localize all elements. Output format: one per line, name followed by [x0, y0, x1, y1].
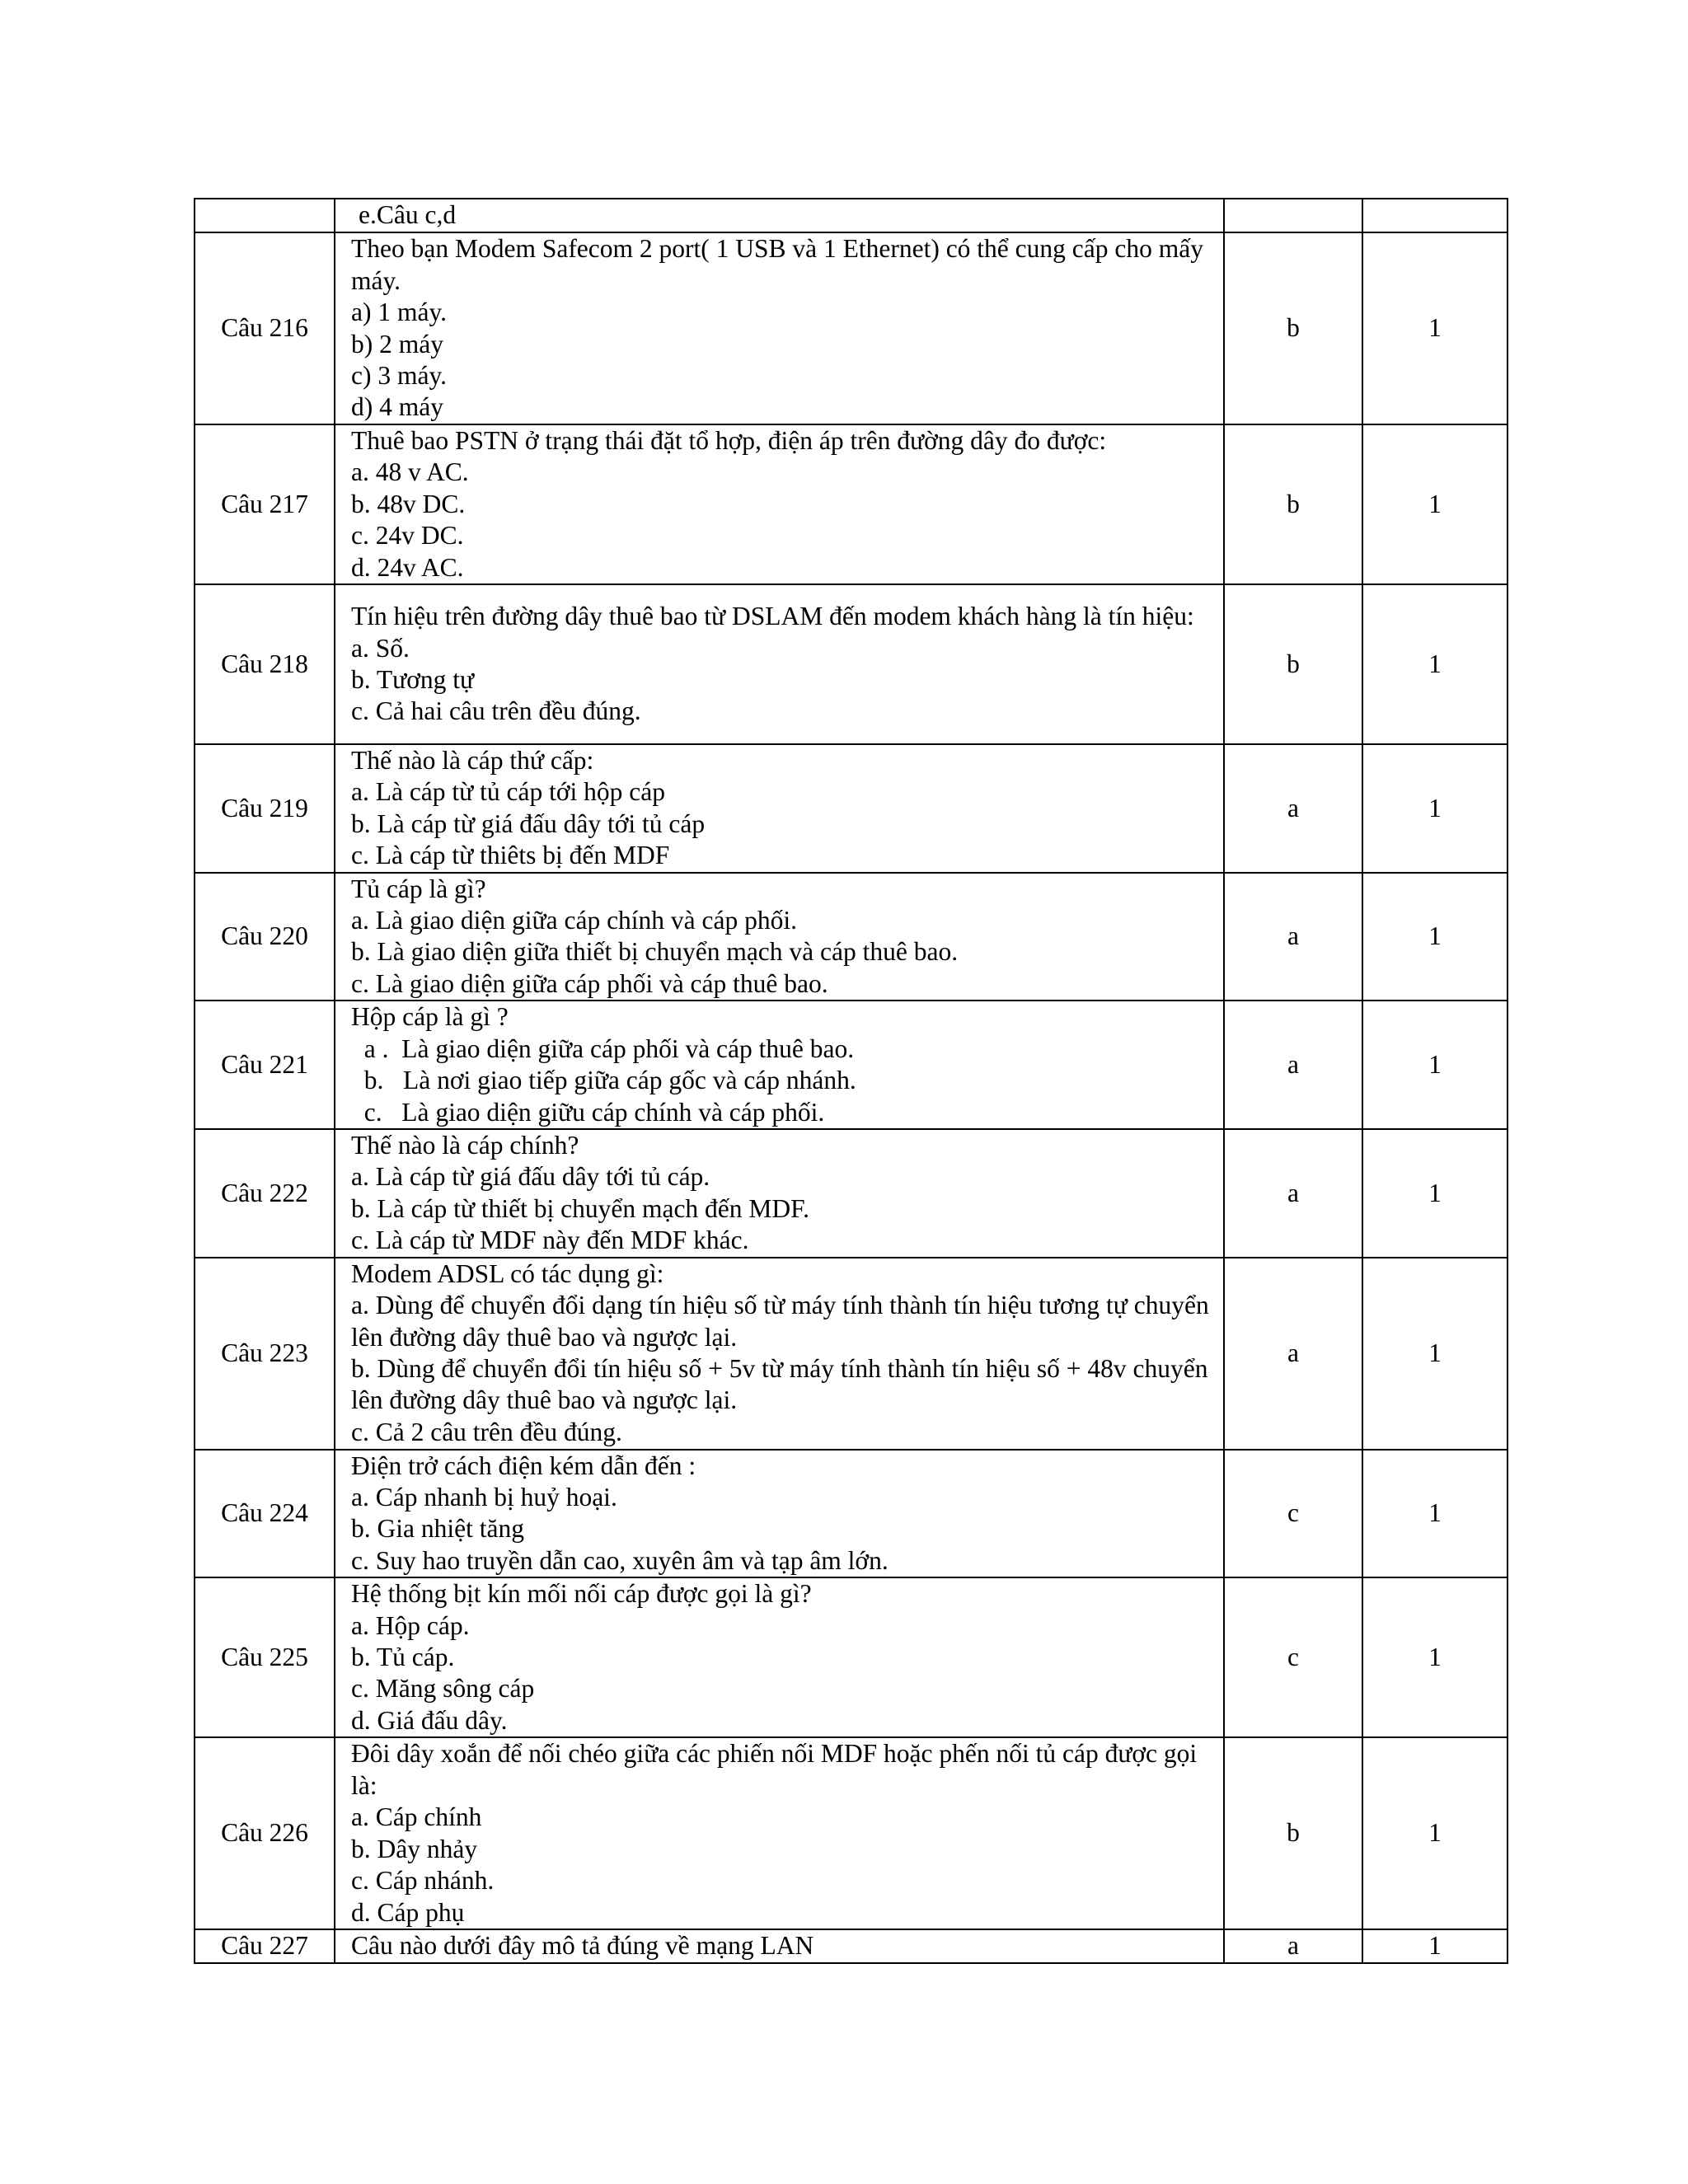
question-number: Câu 227: [195, 1929, 335, 1962]
option-text: a. Dùng để chuyển đổi dạng tín hiệu số từ máy tính thành tín hiệu tương tự chuyển lên đường dây thuê bao và ngược lại.: [351, 1291, 1209, 1352]
option-text: b. Gia nhiệt tăng: [351, 1514, 524, 1544]
answer-key: b: [1224, 424, 1362, 584]
question-number: [195, 199, 335, 232]
option-text: b. Là giao diện giữa thiết bị chuyển mạch và cáp thuê bao.: [351, 937, 959, 967]
option-text: b. Dùng để chuyển đổi tín hiệu số + 5v từ máy tính thành tín hiệu số + 48v chuyển lên đường dây thuê bao và ngược lại.: [351, 1354, 1208, 1415]
question-table: [194, 198, 1508, 1964]
option-text: d. 24v AC.: [351, 552, 464, 582]
answer-key: b: [1224, 232, 1362, 424]
points-value: 1: [1362, 584, 1507, 744]
question-cell: [335, 1737, 1224, 1929]
table-row: [195, 1258, 1507, 1450]
option-text: a. Là giao diện giữa cáp chính và cáp phối.: [351, 906, 797, 935]
question-cell: [335, 1450, 1224, 1578]
option-text: c. Cả hai câu trên đều đúng.: [351, 696, 641, 726]
answer-key: b: [1224, 1737, 1362, 1929]
answer-key: a: [1224, 1258, 1362, 1450]
question-text: Tín hiệu trên đường dây thuê bao từ DSLAM đến modem khách hàng là tín hiệu:: [351, 602, 1194, 631]
question-text: Câu nào dưới đây mô tả đúng về mạng LAN: [351, 1931, 814, 1961]
option-text: c. Cáp nhánh.: [351, 1866, 495, 1896]
points-value: 1: [1362, 1129, 1507, 1258]
points-value: 1: [1362, 232, 1507, 424]
answer-key: c: [1224, 1450, 1362, 1578]
points-value: 1: [1362, 1258, 1507, 1450]
table-row: [195, 873, 1507, 1001]
option-text: d) 4 máy: [351, 392, 443, 422]
option-text: a. Là cáp từ tủ cáp tới hộp cáp: [351, 777, 665, 807]
option-text: a. 48 v AC.: [351, 457, 469, 487]
answer-key: a: [1224, 1929, 1362, 1962]
option-text: a. Là cáp từ giá đấu dây tới tủ cáp.: [351, 1162, 710, 1192]
option-text: a. Cáp chính: [351, 1802, 482, 1832]
question-number: Câu 217: [195, 424, 335, 584]
option-text: b. Là nơi giao tiếp giữa cáp gốc và cáp nhánh.: [351, 1066, 856, 1095]
option-text: d. Cáp phụ: [351, 1897, 465, 1927]
question-number: Câu 226: [195, 1737, 335, 1929]
answer-key: b: [1224, 584, 1362, 744]
question-text: Tủ cáp là gì?: [351, 874, 486, 903]
points-value: 1: [1362, 1450, 1507, 1578]
question-number: Câu 222: [195, 1129, 335, 1258]
points-value: 1: [1362, 1737, 1507, 1929]
question-text: Hộp cáp là gì ?: [351, 1002, 509, 1032]
question-number: Câu 223: [195, 1258, 335, 1450]
question-cell: [335, 873, 1224, 1001]
question-cell: [335, 199, 1224, 232]
answer-key: a: [1224, 873, 1362, 1001]
points-value: 1: [1362, 744, 1507, 873]
option-text: a . Là giao diện giữa cáp phối và cáp thuê bao.: [351, 1033, 855, 1063]
option-text: c) 3 máy.: [351, 360, 448, 390]
option-text: b. Tương tự: [351, 665, 475, 695]
question-cell: [335, 1001, 1224, 1129]
question-text: Đôi dây xoắn để nối chéo giữa các phiến nối MDF hoặc phến nối tủ cáp được gọi là:: [351, 1739, 1198, 1800]
table-row: [195, 1577, 1507, 1737]
question-number: Câu 225: [195, 1577, 335, 1737]
answer-key: [1224, 199, 1362, 232]
option-text: c. Là cáp từ thiêts bị đến MDF: [351, 841, 670, 870]
table-row: [195, 1737, 1507, 1929]
table-row: [195, 1001, 1507, 1129]
points-value: 1: [1362, 1577, 1507, 1737]
points-value: [1362, 199, 1507, 232]
option-text: e.Câu c,d: [359, 200, 457, 230]
option-text: c. Suy hao truyền dẫn cao, xuyên âm và tạp âm lớn.: [351, 1545, 889, 1575]
table-row: [195, 424, 1507, 584]
question-number: Câu 221: [195, 1001, 335, 1129]
option-text: c. Cả 2 câu trên đều đúng.: [351, 1417, 622, 1446]
table-row: [195, 199, 1507, 232]
question-text: Điện trở cách điện kém dẫn đến :: [351, 1451, 696, 1480]
table-row: [195, 584, 1507, 744]
table-row: [195, 1129, 1507, 1258]
answer-key: a: [1224, 1129, 1362, 1258]
question-text: Hệ thống bịt kín mối nối cáp được gọi là gì?: [351, 1579, 812, 1609]
option-text: c. Là giao diện giữu cáp chính và cáp phối.: [351, 1097, 825, 1127]
question-number: Câu 216: [195, 232, 335, 424]
option-text: b. Tủ cáp.: [351, 1642, 455, 1671]
question-text: Thế nào là cáp thứ cấp:: [351, 746, 594, 776]
option-text: a. Cáp nhanh bị huỷ hoại.: [351, 1482, 617, 1511]
points-value: 1: [1362, 1001, 1507, 1129]
question-text: Modem ADSL có tác dụng gì:: [351, 1258, 664, 1288]
answer-key: a: [1224, 744, 1362, 873]
points-value: 1: [1362, 873, 1507, 1001]
option-text: b) 2 máy: [351, 329, 443, 359]
option-text: b. Là cáp từ giá đấu dây tới tủ cáp: [351, 808, 706, 838]
question-text: Thuê bao PSTN ở trạng thái đặt tổ hợp, điện áp trên đường dây đo được:: [351, 426, 1107, 455]
question-cell: [335, 232, 1224, 424]
answer-key: c: [1224, 1577, 1362, 1737]
answer-key: a: [1224, 1001, 1362, 1129]
option-text: a) 1 máy.: [351, 298, 448, 327]
question-number: Câu 220: [195, 873, 335, 1001]
question-cell: [335, 584, 1224, 744]
question-number: Câu 224: [195, 1450, 335, 1578]
option-text: a. Số.: [351, 633, 410, 663]
question-number: Câu 218: [195, 584, 335, 744]
table-row: [195, 232, 1507, 424]
option-text: c. 24v DC.: [351, 521, 464, 551]
option-text: b. Là cáp từ thiết bị chuyển mạch đến MDF.: [351, 1193, 810, 1223]
option-text: b. Dây nhảy: [351, 1834, 478, 1863]
question-cell: [335, 744, 1224, 873]
table-row: [195, 1929, 1507, 1962]
option-text: a. Hộp cáp.: [351, 1610, 470, 1640]
table-row: [195, 1450, 1507, 1578]
option-text: b. 48v DC.: [351, 489, 466, 518]
option-text: c. Măng sông cáp: [351, 1674, 535, 1704]
question-cell: [335, 424, 1224, 584]
points-value: 1: [1362, 424, 1507, 584]
question-text: Thế nào là cáp chính?: [351, 1130, 579, 1160]
question-cell: [335, 1577, 1224, 1737]
table-row: [195, 744, 1507, 873]
option-text: d. Giá đấu dây.: [351, 1705, 508, 1735]
question-cell: [335, 1929, 1224, 1962]
question-cell: [335, 1258, 1224, 1450]
question-number: Câu 219: [195, 744, 335, 873]
question-text: Theo bạn Modem Safecom 2 port( 1 USB và 1 Ethernet) có thể cung cấp cho mấy máy.: [351, 234, 1203, 295]
option-text: c. Là giao diện giữa cáp phối và cáp thuê bao.: [351, 968, 828, 998]
option-text: c. Là cáp từ MDF này đến MDF khác.: [351, 1226, 749, 1255]
question-cell: [335, 1129, 1224, 1258]
points-value: 1: [1362, 1929, 1507, 1962]
